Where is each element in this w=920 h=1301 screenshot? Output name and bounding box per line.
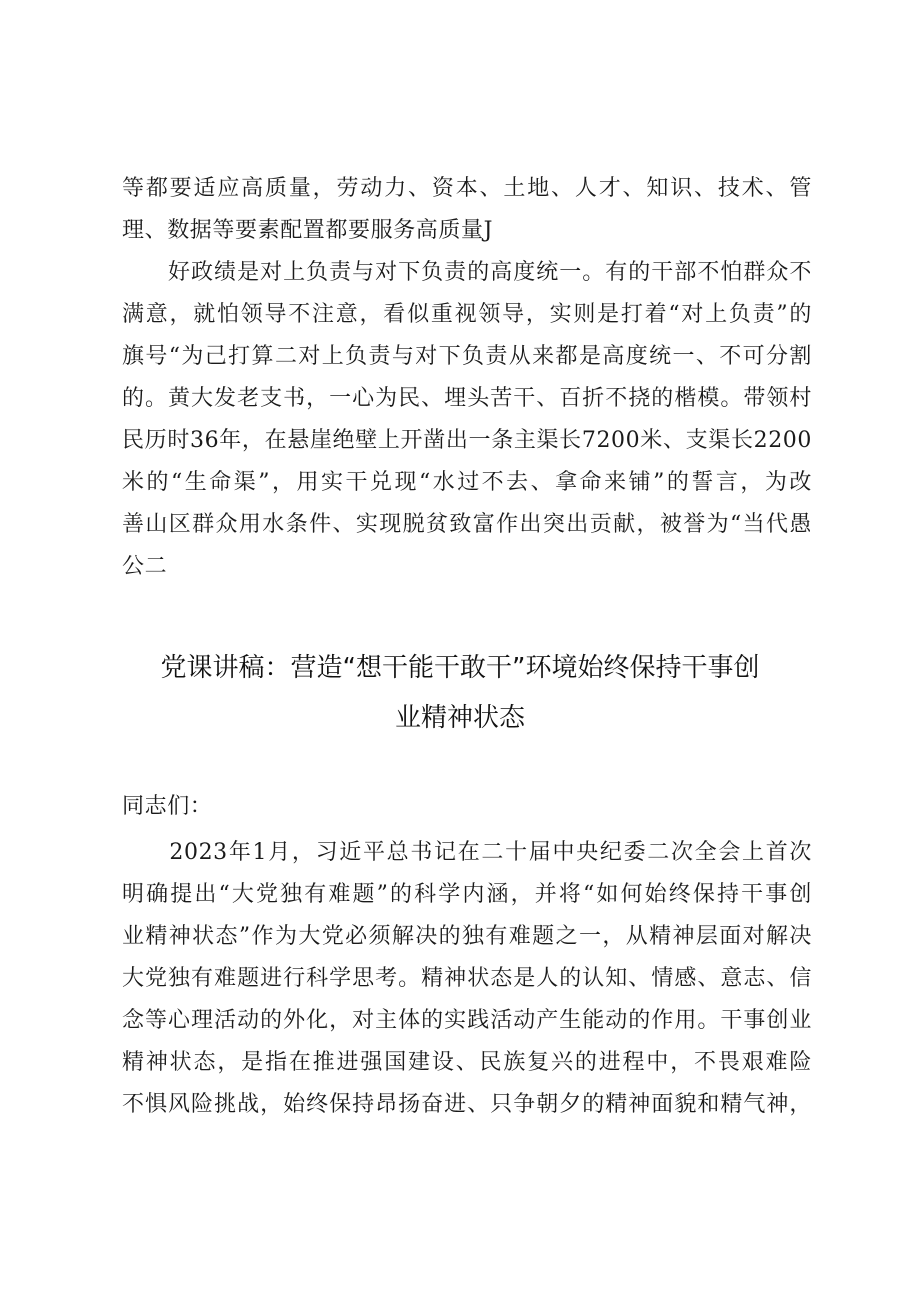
body-text-line: 善山区群众用水条件、实现脱贫致富作出突出贡献，被誉为“当代愚 (122, 512, 812, 537)
body-text-line: 精神状态，是指在推进强国建设、民族复兴的进程中，不畏艰难险 (122, 1050, 812, 1075)
body-text-line: 不惧风险挑战，始终保持昂扬奋进、只争朝夕的精神面貌和精气神， (122, 1092, 812, 1117)
body-text-line: 2023年1月，习近平总书记在二十届中央纪委二次全会上首次 (122, 840, 812, 865)
body-text-line: 大党独有难题进行科学思考。精神状态是人的认知、情感、意志、信 (122, 966, 812, 991)
body-text-line: 米的“生命渠”，用实干兑现“水过不去、拿命来铺”的誓言，为改 (122, 470, 812, 495)
page-title-line-2: 业精神状态 (394, 703, 525, 733)
body-text-line: 业精神状态”作为大党必须解决的独有难题之一，从精神层面对解决 (122, 924, 812, 949)
body-text-line: 的。黄大发老支书，一心为民、埋头苦干、百折不挠的楷模。带领村 (122, 386, 812, 411)
page-title-line-1: 党课讲稿：营造“想干能干敢干”环境始终保持干事创 (160, 653, 760, 683)
body-text-line: 民历时36年，在悬崖绝壁上开凿出一条主渠长7200米、支渠长2200 (122, 428, 812, 453)
salutation: 同志们： (122, 794, 213, 819)
body-text-line: 好政绩是对上负责与对下负责的高度统一。有的干部不怕群众不 (122, 260, 812, 285)
body-text-line: 等都要适应高质量，劳动力、资本、土地、人才、知识、技术、管 (122, 176, 812, 201)
body-text-line: 旗号“为己打算二对上负责与对下负责从来都是高度统一、不可分割 (122, 344, 812, 369)
body-text-line: 明确提出“大党独有难题”的科学内涵，并将“如何始终保持干事创 (122, 882, 812, 907)
body-text-line: 念等心理活动的外化，对主体的实践活动产生能动的作用。干事创业 (122, 1008, 812, 1033)
body-text-line: 理、数据等要素配置都要服务高质量J (122, 218, 494, 243)
body-text-line: 公二 (122, 554, 168, 579)
body-text-line: 满意，就怕领导不注意，看似重视领导，实则是打着“对上负责”的 (122, 302, 812, 327)
